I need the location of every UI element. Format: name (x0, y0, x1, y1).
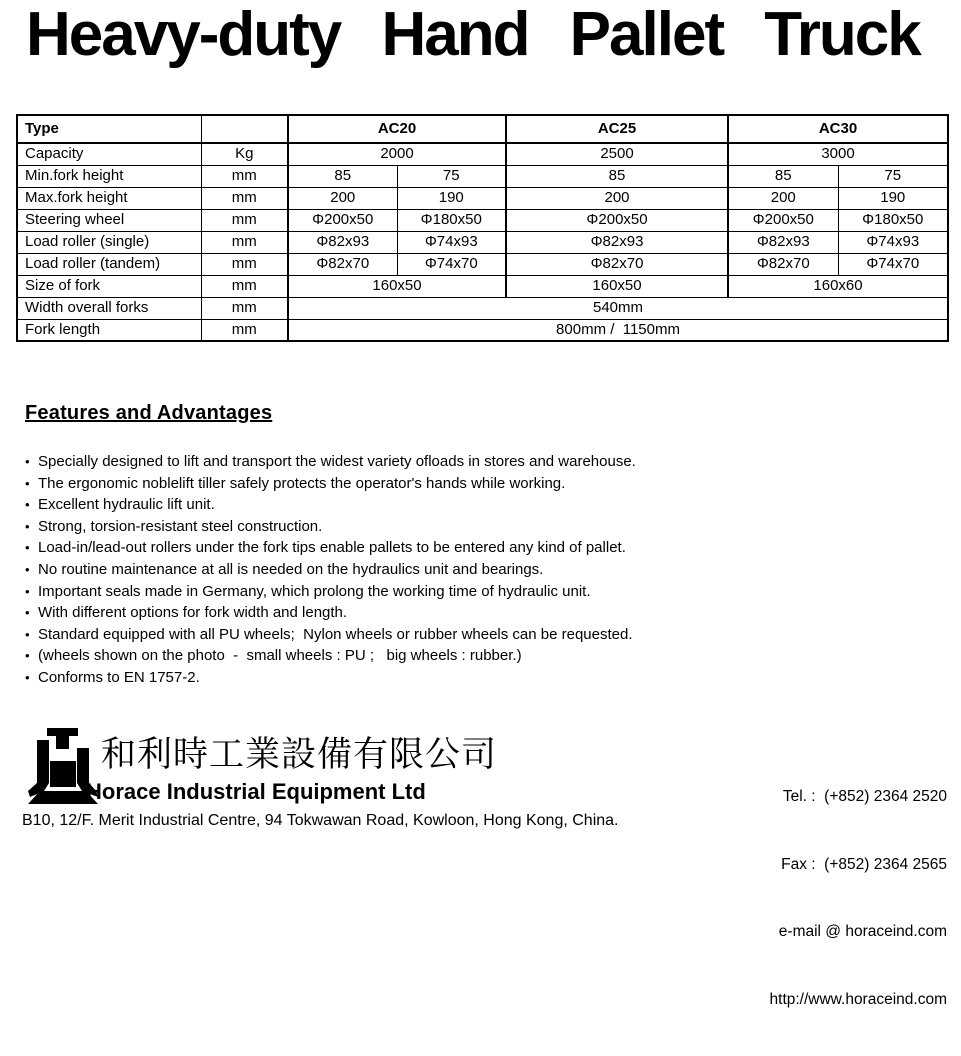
spec-row-label: Load roller (tandem) (17, 253, 201, 275)
features-heading: Features and Advantages (25, 402, 273, 424)
table-header-row (17, 115, 948, 143)
spec-table-container (16, 114, 949, 342)
spec-cell: 200 (728, 187, 838, 209)
spec-unit: Kg (201, 143, 288, 165)
features-list (25, 451, 935, 689)
table-row (17, 231, 948, 253)
spec-cell: 2000 (288, 143, 506, 165)
spec-cell: Φ74x70 (838, 253, 948, 275)
spec-cell: Φ200x50 (288, 209, 397, 231)
spec-row-label: Steering wheel (17, 209, 201, 231)
spec-cell: Φ82x93 (288, 231, 397, 253)
spec-cell: 200 (288, 187, 397, 209)
spec-cell: 75 (397, 165, 506, 187)
contact-email: e-mail @ horaceind.com (778, 923, 947, 940)
spec-row-label: Capacity (17, 143, 201, 165)
spec-cell: 160x50 (288, 275, 506, 297)
spec-cell: Φ82x93 (728, 231, 838, 253)
feature-item: • Conforms to EN 1757-2. (25, 667, 935, 689)
header-model-ac20: AC20 (288, 115, 506, 143)
spec-row-label: Max.fork height (17, 187, 201, 209)
contact-block (770, 741, 947, 1056)
page-title: Heavy-duty Hand Pallet Truck (26, 0, 920, 69)
feature-item: • Excellent hydraulic lift unit. (25, 494, 935, 516)
feature-item: • Load-in/lead-out rollers under the fork tips enable pallets to be entered any kind of pallet. (25, 537, 935, 559)
spec-unit: mm (201, 187, 288, 209)
spec-cell: Φ74x93 (838, 231, 948, 253)
spec-table (16, 114, 949, 342)
spec-unit: mm (201, 275, 288, 297)
header-model-ac30: AC30 (728, 115, 948, 143)
table-row (17, 319, 948, 341)
company-address: B10, 12/F. Merit Industrial Centre, 94 Tokwawan Road, Kowloon, Hong Kong, China. (22, 812, 619, 829)
spec-row-label: Size of fork (17, 275, 201, 297)
company-name-chinese: 和利時工業設備有限公司 (101, 735, 498, 774)
header-unit (201, 115, 288, 143)
feature-item: • No routine maintenance at all is needed on the hydraulics unit and bearings. (25, 559, 935, 581)
feature-item: • Specially designed to lift and transport the widest variety ofloads in stores and warehouse. (25, 451, 935, 473)
spec-cell: Φ82x70 (506, 253, 728, 275)
spec-cell: 540mm (288, 297, 948, 319)
spec-unit: mm (201, 209, 288, 231)
table-row (17, 165, 948, 187)
spec-cell: Φ200x50 (728, 209, 838, 231)
feature-item: • Strong, torsion-resistant steel construction. (25, 516, 935, 538)
spec-cell: 190 (397, 187, 506, 209)
feature-item: • Important seals made in Germany, which prolong the working time of hydraulic unit. (25, 581, 935, 603)
feature-item: • Standard equipped with all PU wheels; Nylon wheels or rubber wheels can be requested. (25, 624, 935, 646)
spec-cell: Φ74x93 (397, 231, 506, 253)
spec-cell: 75 (838, 165, 948, 187)
table-row (17, 275, 948, 297)
feature-item: • (wheels shown on the photo - small wheels : PU ; big wheels : rubber.) (25, 645, 935, 667)
spec-unit: mm (201, 253, 288, 275)
spec-cell: Φ180x50 (838, 209, 948, 231)
spec-cell: Φ82x70 (288, 253, 397, 275)
company-name-english: Horace Industrial Equipment Ltd (86, 779, 426, 804)
spec-unit: mm (201, 297, 288, 319)
spec-unit: mm (201, 319, 288, 341)
contact-fax: Fax : (+852) 2364 2565 (781, 855, 947, 873)
spec-cell: 85 (288, 165, 397, 187)
spec-unit: mm (201, 231, 288, 253)
spec-row-label: Load roller (single) (17, 231, 201, 253)
table-row (17, 253, 948, 275)
spec-cell: 85 (728, 165, 838, 187)
spec-cell: 200 (506, 187, 728, 209)
spec-cell: 85 (506, 165, 728, 187)
table-row (17, 297, 948, 319)
spec-cell: Φ180x50 (397, 209, 506, 231)
header-model-ac25: AC25 (506, 115, 728, 143)
table-row (17, 143, 948, 165)
spec-row-label: Fork length (17, 319, 201, 341)
feature-item: • With different options for fork width and length. (25, 602, 935, 624)
spec-cell: 2500 (506, 143, 728, 165)
spec-unit: mm (201, 165, 288, 187)
spec-cell: 190 (838, 187, 948, 209)
spec-cell: 800mm / 1150mm (288, 319, 948, 341)
spec-cell: Φ82x93 (506, 231, 728, 253)
spec-row-label: Min.fork height (17, 165, 201, 187)
contact-tel: Tel. : (+852) 2364 2520 (782, 788, 947, 805)
feature-item: • The ergonomic noblelift tiller safely protects the operator's hands while working. (25, 473, 935, 495)
spec-row-label: Width overall forks (17, 297, 201, 319)
spec-cell: 160x50 (506, 275, 728, 297)
table-row (17, 187, 948, 209)
table-row (17, 209, 948, 231)
spec-cell: Φ74x70 (397, 253, 506, 275)
contact-website: http://www.horaceind.com (769, 990, 947, 1008)
spec-cell: 160x60 (728, 275, 948, 297)
spec-cell: Φ82x70 (728, 253, 838, 275)
spec-cell: Φ200x50 (506, 209, 728, 231)
header-type: Type (17, 115, 201, 143)
spec-cell: 3000 (728, 143, 948, 165)
